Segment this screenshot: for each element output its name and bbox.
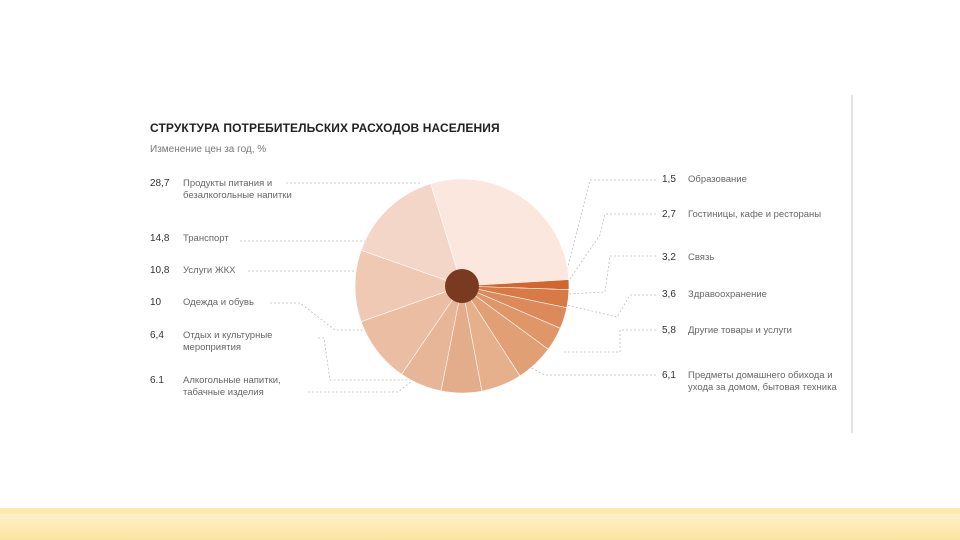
category-label: Одежда и обувь [183, 297, 254, 308]
leader-line [308, 381, 412, 392]
pie-hub [445, 269, 479, 303]
category-label: Продукты питания и безалкогольные напитки [183, 178, 292, 201]
chart-subtitle: Изменение цен за год, % [150, 144, 267, 155]
leader-line [520, 362, 656, 375]
category-label: Гостиницы, кафе и рестораны [688, 209, 822, 220]
category-label: Связь [688, 252, 715, 263]
value-label: 10,8 [150, 265, 170, 276]
leader-line [562, 330, 656, 352]
category-label: Другие товары и услуги [688, 325, 792, 336]
value-label: 3,2 [662, 252, 676, 263]
category-label: Отдых и культурные мероприятия [183, 330, 273, 353]
leader-line [567, 295, 656, 317]
value-label: 10 [150, 297, 162, 308]
leader-line [567, 256, 656, 294]
category-label: Транспорт [183, 233, 229, 244]
leader-line [567, 214, 656, 283]
chart-title: СТРУКТУРА ПОТРЕБИТЕЛЬСКИХ РАСХОДОВ НАСЕЛЕНИЯ [150, 121, 500, 135]
value-label: 3,6 [662, 289, 676, 300]
category-label: Услуги ЖКХ [183, 265, 236, 276]
leader-line [567, 180, 656, 270]
value-label: 28,7 [150, 178, 170, 189]
footer-band-gradient [0, 514, 960, 540]
value-label: 6.1 [150, 375, 164, 386]
value-label: 6,1 [662, 370, 676, 381]
value-label: 14,8 [150, 233, 170, 244]
vertical-divider [851, 95, 853, 433]
value-label: 1,5 [662, 174, 676, 185]
category-label: Алкогольные напитки, табачные изделия [183, 375, 281, 398]
value-label: 5,8 [662, 325, 676, 336]
category-label: Предметы домашнего обихода и ухода за домом, бытовая техника [688, 370, 837, 393]
category-label: Образование [688, 174, 747, 185]
value-label: 2,7 [662, 209, 676, 220]
category-label: Здравоохранение [688, 289, 767, 300]
value-label: 6,4 [150, 330, 164, 341]
